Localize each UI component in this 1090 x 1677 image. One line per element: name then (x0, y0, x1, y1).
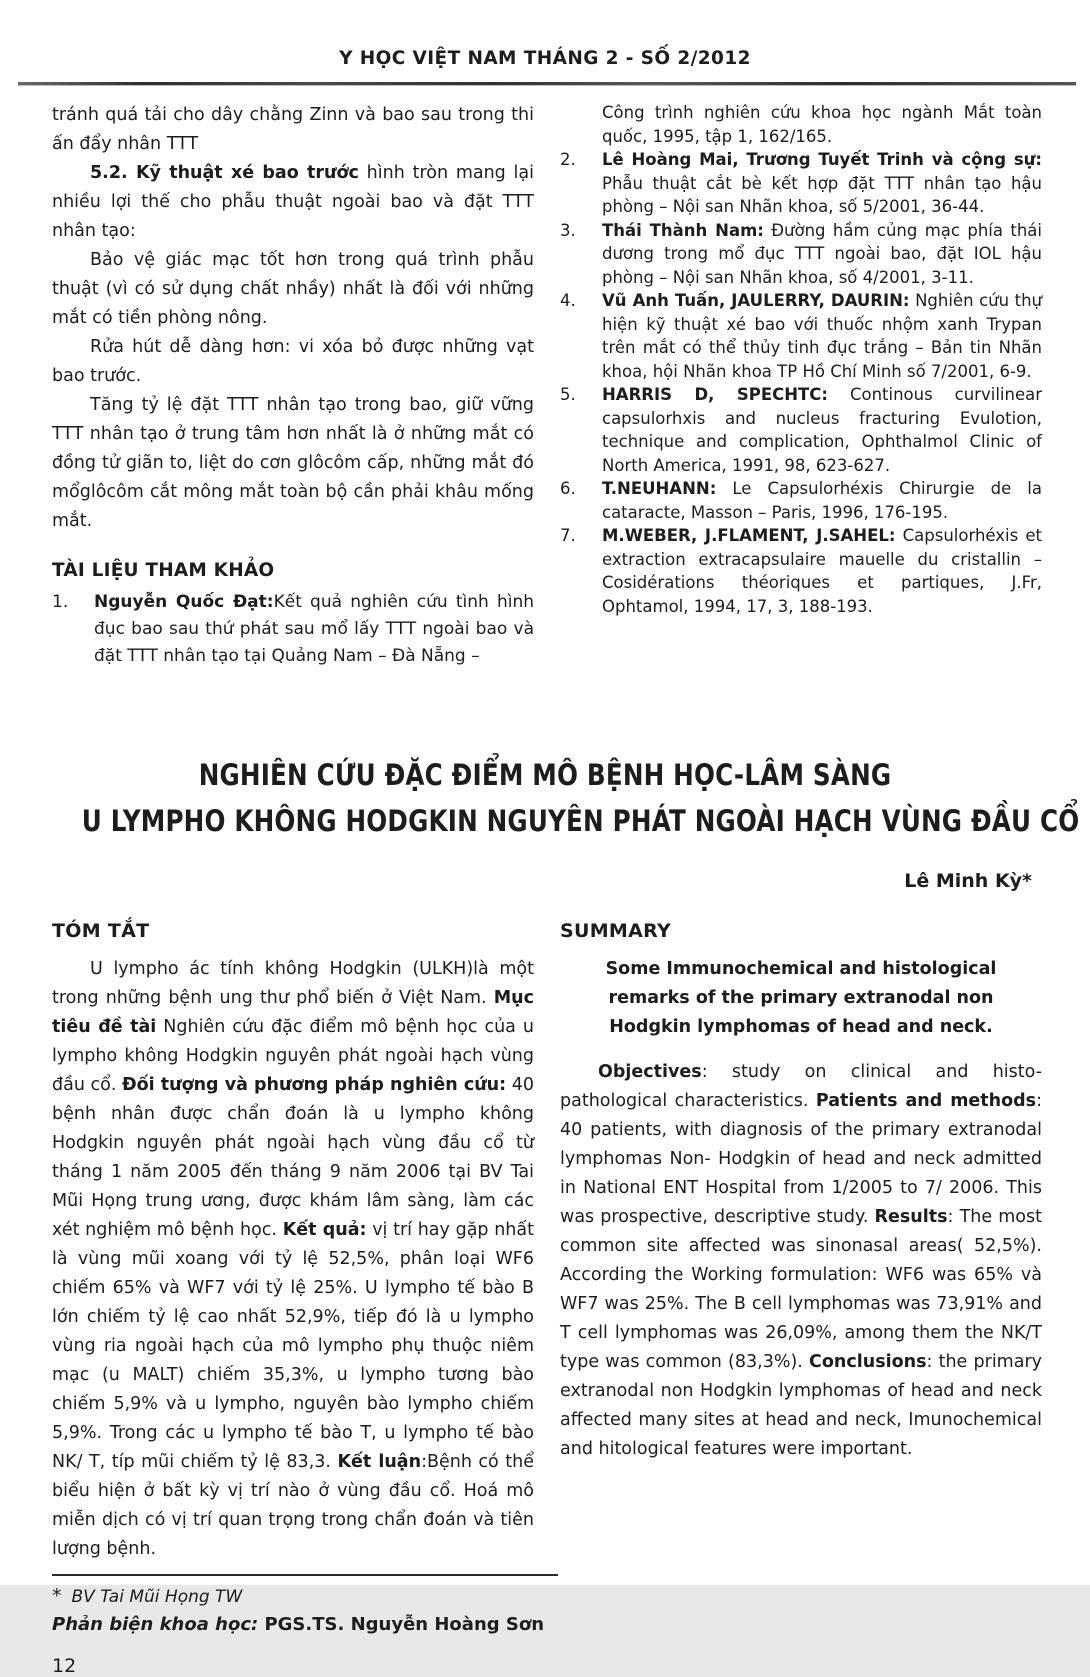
footnote-marker: * (52, 1585, 62, 1607)
abstract-english-column (560, 920, 1042, 1677)
reference-text: Thái Thành Nam: Đường hầm củng mạc phía thái dương trong mổ đục TTT ngoài bao, đặt IOL hậu phòng – Nội san Nhãn khoa, số 4/2001, 3-11. (602, 220, 1042, 287)
paragraph: tránh quá tải cho dây chằng Zinn và bao sau trong thi ấn đẩy nhân TTT (52, 105, 534, 154)
paragraph: Tăng tỷ lệ đặt TTT nhân tạo trong bao, giữ vững TTT nhân tạo ở trung tâm hơn nhất là ở những mắt có đồng tử giãn to, liệt do cơn glôcôm cấp, những mắt đó mổglôcôm cắt mông mắt toàn bộ cần phải khâu mống mắt. (52, 395, 534, 531)
references-heading: TÀI LIỆU THAM KHẢO (52, 560, 275, 581)
article2-title-line2: U LYMPHO KHÔNG HODGKIN NGUYÊN PHÁT NGOÀI HẠCH VÙNG ĐẦU CỔ (81, 804, 1080, 838)
reference-item (560, 524, 1042, 618)
summary-heading: SUMMARY (560, 920, 672, 942)
reference-number: 7. (560, 526, 576, 545)
footnote-reviewer-label: Phản biện khoa học: (52, 1614, 259, 1635)
reference-item (560, 289, 1042, 383)
summary-body: Objectives: study on clinical and histo-pathological characteristics. Patients and methods: 40 patients, with diagnosis of the primary extranodal lymphomas Non- Hodgkin of head and neck admitted in National ENT Hospital from 1/2005 to 7/ 2006. This was prospective, descriptive study. Results: The most common site affected was sinonasal areas( 52,5%). According the Working formulation: WF6 was 65% và WF7 was 25%. The B cell lymphomas was 73,91% and T cell lymphomas was 26,09%, among them the NK/T type was common (83,3%). Conclusions: the primary extranodal non Hodgkin lymphomas of head and neck affected many sites at head and neck, Imunochemical and hitological features were important. (560, 1062, 1042, 1459)
reference-item (560, 477, 1042, 524)
reference-item (52, 589, 534, 670)
reference-number: 5. (560, 385, 576, 404)
reference-item (560, 219, 1042, 290)
article2-title (81, 752, 1080, 844)
article1-right-column (560, 101, 1042, 670)
reference-text: T.NEUHANN: Le Capsulorhéxis Chirurgie de la cataracte, Masson – Paris, 1996, 176-195. (602, 479, 1042, 522)
journal-header-title: Y HỌC VIỆT NAM THÁNG 2 - SỐ 2/2012 (339, 48, 751, 69)
footnote-reviewer-name: PGS.TS. Nguyễn Hoàng Sơn (258, 1614, 545, 1635)
reference-continuation: Công trình nghiên cứu khoa học ngành Mắt toàn quốc, 1995, tập 1, 162/165. (602, 103, 1042, 146)
footnote-rule (52, 1574, 558, 1576)
reference-number: 4. (560, 291, 576, 310)
footnote-reviewer (52, 1611, 558, 1639)
reference-number: 3. (560, 220, 576, 240)
article2-abstract-section (0, 920, 1090, 1677)
reference-text: M.WEBER, J.FLAMENT, J.SAHEL: Capsulorhéxis et extraction extracapsulaire mauelle du cristallin – Cosidérations théoriques et partiques, J.Fr, Ophtamol, 1994, 17, 3, 188-193. (602, 526, 1042, 616)
reference-text: Nguyễn Quốc Đạt:Kết quả nghiên cứu tình hình đục bao sau thứ phát sau mổ lấy TTT ngoài bao và đặt TTT nhân tạo tại Quảng Nam – Đà Nẵng – (94, 592, 534, 666)
header-rule (18, 82, 1076, 86)
abstract-vietnamese-column (52, 920, 545, 1677)
paragraph: 5.2. Kỹ thuật xé bao trước hình tròn mang lại nhiều lợi thế cho phẫu thuật ngoài bao và đặt TTT nhân tạo: (52, 163, 535, 241)
article1-left-column (52, 101, 534, 670)
summary-subtitle: Some Immunochemical and histological remarks of the primary extranodal non Hodgkin lymphomas of head and neck. (605, 959, 997, 1037)
tomtat-heading: TÓM TẮT (52, 920, 150, 942)
reference-text: Lê Hoàng Mai, Trương Tuyết Trinh và cộng sự: Phẫu thuật cắt bè kết hợp đặt TTT nhân tạo hậu phòng – Nội san Nhãn khoa, số 5/2001, 36-44. (602, 150, 1042, 216)
footnote-affiliation-text: BV Tai Mũi Họng TW (71, 1587, 243, 1607)
paragraph: Rửa hút dễ dàng hơn: vi xóa bỏ được những vạt bao trước. (52, 337, 534, 386)
tomtat-body: U lympho ác tính không Hodgkin (ULKH)là một trong những bệnh ung thư phổ biến ở Việt Nam. Mục tiêu đề tài Nghiên cứu đặc điểm mô bệnh học của u lympho không Hodgkin nguyên phát ngoài hạch vùng đầu cổ. Đối tượng và phương pháp nghiên cứu: 40 bệnh nhân được chẩn đoán là u lympho không Hodgkin nguyên phát ngoài hạch vùng đầu cổ từ tháng 1 năm 2005 đến tháng 9 năm 2006 tại BV Tai Mũi Họng trung ương, được khám lâm sàng, làm các xét nghiệm mô bệnh học. Kết quả: vị trí hay gặp nhất là vùng mũi xoang với tỷ lệ 52,5%, phân loại WF6 chiếm 65% và WF7 với tỷ lệ 25%. U lympho tế bào B lớn chiếm tỷ lệ cao nhất 52,9%, tiếp đó là u lympho vùng ria ngoài hạch của mô lympho phụ thuộc niêm mạc (u MALT) chiếm 35,3%, u lympho tương bào chiếm 5,9% và u lympho, nguyên bào lympho chiếm 5,9%. Trong các u lympho tế bào T, u lympho tế bào NK/ T, típ mũi chiếm tỷ lệ 83,3. Kết luận:Bệnh có thể biểu hiện ở bất kỳ vị trí nào ở vùng đầu cổ. Hoá mô miễn dịch có vị trí quan trọng trong chẩn đoán và tiên lượng bệnh. (52, 959, 535, 1559)
article2-author: Lê Minh Kỳ* (904, 870, 1032, 892)
page-header (0, 0, 1090, 86)
article1-section (0, 101, 1090, 670)
reference-item (560, 148, 1042, 219)
reference-item (560, 383, 1042, 477)
reference-number: 2. (560, 150, 576, 169)
reference-text: HARRIS D, SPECHTC: Continous curvilinear capsulorhxis and nucleus fracturing Evulotion, technique and complication, Ophthalmol Clinic of North America, 1991, 98, 623-627. (602, 385, 1042, 475)
article2-title-line1: NGHIÊN CỨU ĐẶC ĐIỂM MÔ BỆNH HỌC-LÂM SÀNG (198, 758, 892, 792)
reference-number: 1. (52, 592, 69, 612)
paragraph: Bảo vệ giác mạc tốt hơn trong quá trình phẫu thuật (vì có sử dụng chất nhầy) nhất là đối với những mắt có tiền phòng nông. (52, 250, 534, 328)
footnote (52, 1574, 558, 1639)
footnote-affiliation (52, 1583, 558, 1611)
page-number: 12 (52, 1655, 77, 1677)
reference-text: Vũ Anh Tuấn, JAULERRY, DAURIN: Nghiên cứu thự hiện kỹ thuật xé bao với thuốc nhộm xanh Trypan trên mắt có thể thủy tinh đục trắng – Bản tin Nhãn khoa, hội Nhãn khoa TP Hồ Chí Minh số 7/2001, 6-9. (602, 291, 1043, 381)
reference-number: 6. (560, 479, 576, 498)
